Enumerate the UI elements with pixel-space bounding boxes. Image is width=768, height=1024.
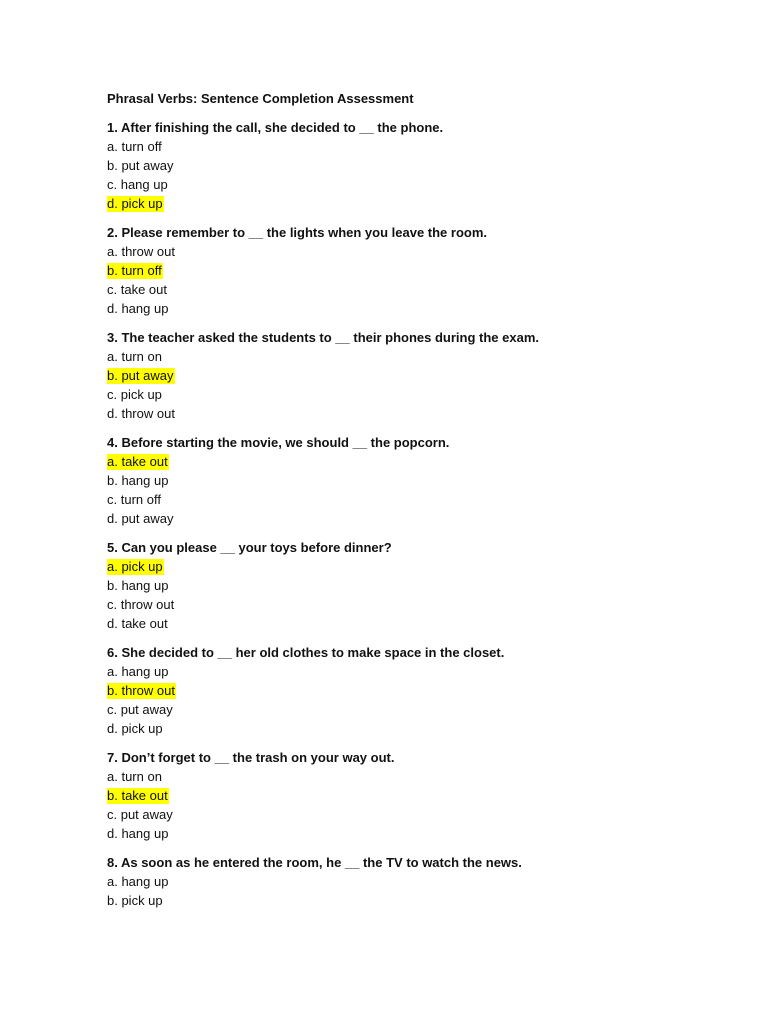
answer-option: d. throw out bbox=[107, 406, 175, 421]
question-2 bbox=[107, 223, 727, 318]
question-text: 4. Before starting the movie, we should __ the popcorn. bbox=[107, 435, 450, 450]
question-3 bbox=[107, 328, 727, 423]
question-text: 6. She decided to __ her old clothes to make space in the closet. bbox=[107, 645, 505, 660]
answer-option: a. turn off bbox=[107, 139, 162, 154]
answer-option-highlighted: b. throw out bbox=[107, 683, 175, 698]
question-text: 7. Don’t forget to __ the trash on your way out. bbox=[107, 750, 395, 765]
question-text: 5. Can you please __ your toys before dinner? bbox=[107, 540, 392, 555]
document-page bbox=[107, 89, 727, 920]
question-text: 3. The teacher asked the students to __ their phones during the exam. bbox=[107, 330, 539, 345]
answer-option-highlighted: d. pick up bbox=[107, 196, 163, 211]
answer-option: c. put away bbox=[107, 807, 173, 822]
answer-option: a. throw out bbox=[107, 244, 175, 259]
question-6 bbox=[107, 643, 727, 738]
answer-option: b. pick up bbox=[107, 893, 163, 908]
answer-option-highlighted: a. pick up bbox=[107, 559, 163, 574]
question-7 bbox=[107, 748, 727, 843]
answer-option-highlighted: b. turn off bbox=[107, 263, 162, 278]
answer-option: c. hang up bbox=[107, 177, 168, 192]
answer-option: a. hang up bbox=[107, 874, 169, 889]
answer-option: a. turn on bbox=[107, 349, 162, 364]
answer-option: c. turn off bbox=[107, 492, 161, 507]
document-title: Phrasal Verbs: Sentence Completion Assessment bbox=[107, 91, 414, 106]
answer-option-highlighted: b. put away bbox=[107, 368, 174, 383]
question-text: 2. Please remember to __ the lights when you leave the room. bbox=[107, 225, 488, 240]
answer-option: d. hang up bbox=[107, 301, 169, 316]
answer-option: d. pick up bbox=[107, 721, 163, 736]
answer-option: b. hang up bbox=[107, 473, 169, 488]
answer-option: d. hang up bbox=[107, 826, 169, 841]
answer-option: c. pick up bbox=[107, 387, 162, 402]
answer-option: c. throw out bbox=[107, 597, 175, 612]
question-1 bbox=[107, 118, 727, 213]
question-5 bbox=[107, 538, 727, 633]
answer-option: b. put away bbox=[107, 158, 174, 173]
answer-option-highlighted: a. take out bbox=[107, 454, 168, 469]
answer-option: a. hang up bbox=[107, 664, 169, 679]
answer-option: b. hang up bbox=[107, 578, 169, 593]
question-text: 1. After finishing the call, she decided to __ the phone. bbox=[107, 120, 444, 135]
answer-option: d. put away bbox=[107, 511, 174, 526]
answer-option: c. put away bbox=[107, 702, 173, 717]
question-8 bbox=[107, 853, 727, 910]
question-4 bbox=[107, 433, 727, 528]
answer-option: d. take out bbox=[107, 616, 168, 631]
question-text: 8. As soon as he entered the room, he __ the TV to watch the news. bbox=[107, 855, 522, 870]
answer-option: c. take out bbox=[107, 282, 167, 297]
answer-option: a. turn on bbox=[107, 769, 162, 784]
answer-option-highlighted: b. take out bbox=[107, 788, 168, 803]
